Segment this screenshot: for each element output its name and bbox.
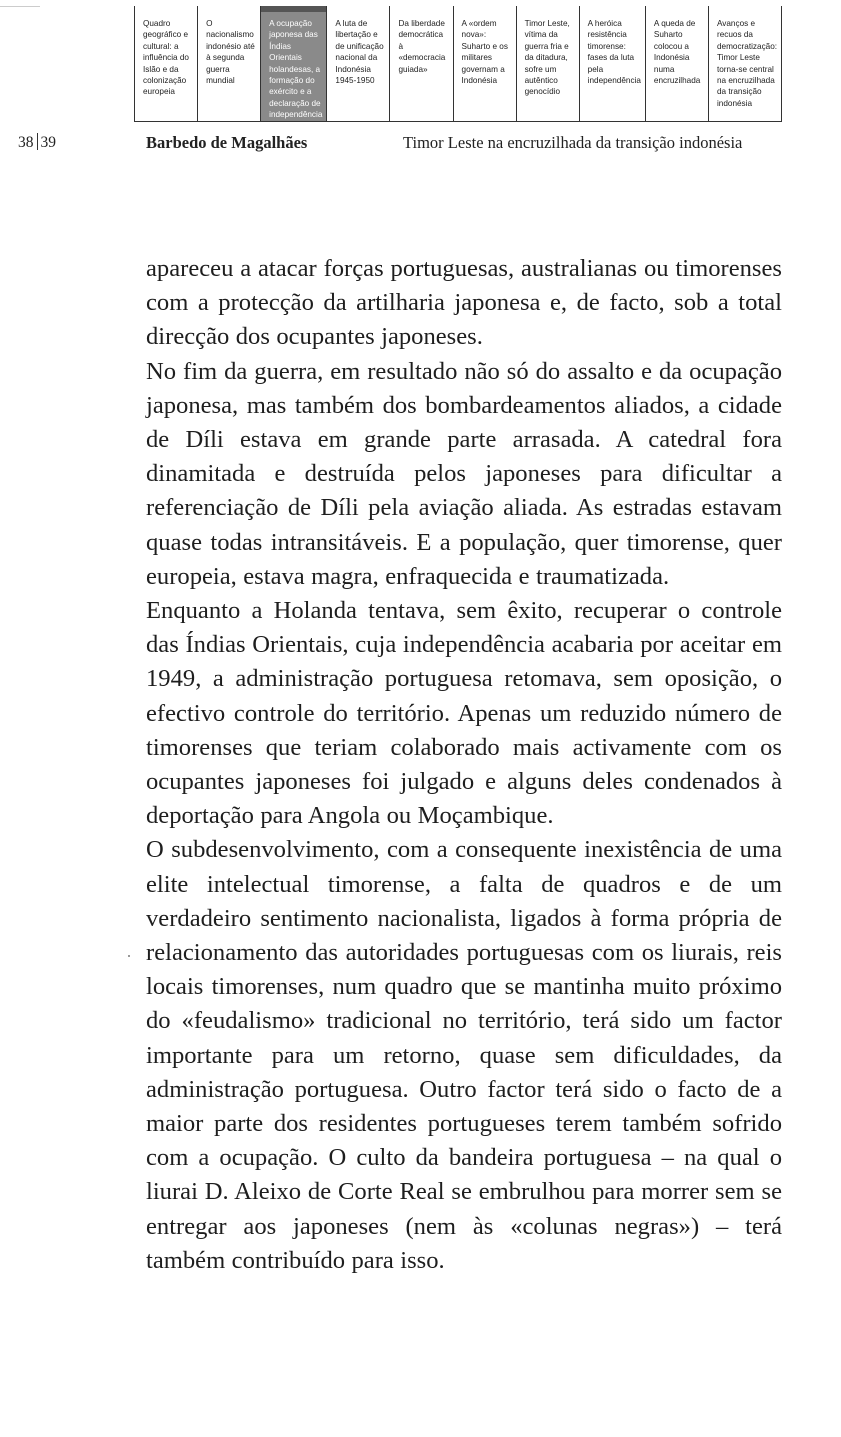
chapter-cell-3-current[interactable] (261, 6, 327, 131)
chapter-cell-text: A ocupação japonesa das Índias Orientais holandesas, a formação do exército e a declaração de independência da Indonésia (269, 19, 323, 131)
chapter-cell-4[interactable] (327, 6, 390, 121)
top-left-rule (0, 6, 40, 7)
paragraph: Enquanto a Holanda tentava, sem êxito, recuperar o controle das Índias Orientais, cuja independência acabaria por aceitar em 1949, a administração portuguesa retomava, sem oposição, o efectivo controle do território. Apenas um reduzido número de timorenses que teriam colaborado mais activamente com os ocupantes japoneses foi julgado e alguns deles condenados à deportação para Angola ou Moçambique. (146, 597, 782, 830)
paragraph: apareceu a atacar forças portuguesas, australianas ou timorenses com a protecção da artilharia japonesa e, de facto, sob a total direcção dos ocupantes japoneses. (146, 255, 782, 351)
paragraph: O subdesenvolvimento, com a consequente inexistência de uma elite intelectual timorense, a falta de quadros e de um verdadeiro sentimento nacionalista, ligados à forma própria de relacionamento das autoridades portuguesas com os liurais, reis locais timorenses, num quadro que se mantinha muito próximo do «feudalismo» tradicional no território, terá sido um factor importante para um retorno, quase sem dificuldades, da administração portuguesa. Outro factor terá sido o facto de a maior parte dos residentes portugueses terem também sofrido com a ocupação. O culto da bandeira portuguesa – na qual o liurai D. Aleixo de Corte Real se embrulhou para morrer sem se entregar aos japoneses (nem às «colunas negras») – terá também contribuído para isso. (146, 836, 782, 1274)
chapter-cell-2[interactable] (198, 6, 261, 121)
running-head-book-title: Timor Leste na encruzilhada da transição indonésia (403, 133, 743, 152)
chapter-cell-10[interactable] (709, 6, 781, 121)
chapter-cell-9[interactable] (646, 6, 709, 121)
paragraph: No fim da guerra, em resultado não só do assalto e da ocupação japonesa, mas também dos bombardeamentos aliados, a cidade de Díli estava em grande parte arrasada. A catedral fora dinamitada e destruída pelos japoneses para dificultar a referenciação de Díli pela aviação aliada. As estradas estavam quase todas intransitáveis. E a população, quer timorense, quer europeia, estava magra, enfraquecida e traumatizada. (146, 357, 782, 590)
chapter-cell-text: Avanços e recuos da democratização: Timor Leste torna-se central na encruzilhada da transição indonésia (716, 19, 778, 108)
page-number-left: 38 (18, 134, 34, 151)
body-text (146, 252, 782, 1278)
chapter-cell-text: A queda de Suharto colocou a Indonésia numa encruzilhada (653, 19, 701, 86)
running-head-author: Barbedo de Magalhães (146, 133, 308, 152)
chapter-cell-text: O nacionalismo indonésio até à segunda guerra mundial (206, 19, 255, 86)
page-number-right: 39 (40, 134, 56, 151)
chapter-cell-1[interactable] (135, 6, 198, 121)
chapter-cell-text: Timor Leste, vítima da guerra fria e da ditadura, sofre um autêntico genocídio (524, 19, 570, 97)
chapter-cell-8[interactable] (580, 6, 646, 121)
chapter-cell-text: A luta de libertação e de unificação nacional da Indonésia 1945-1950 (335, 19, 384, 86)
chapter-navigation-strip (134, 6, 782, 131)
chapter-cell-text: Da liberdade democrática à «democracia guiada» (398, 19, 446, 74)
margin-mark (128, 955, 130, 957)
chapter-cell-text: A «ordem nova»: Suharto e os militares governam a Indonésia (461, 19, 508, 86)
chapter-cell-6[interactable] (454, 6, 517, 121)
chapter-cell-7[interactable] (517, 6, 580, 121)
page-number-divider (37, 133, 38, 150)
chapter-cell-text: A heróica resistência timorense: fases da luta pela independência (587, 19, 641, 86)
page-number (18, 133, 56, 152)
chapter-cell-5[interactable] (390, 6, 453, 121)
chapter-cell-text: Quadro geográfico e cultural: a influência do Islão e da colonização europeia (143, 19, 189, 97)
